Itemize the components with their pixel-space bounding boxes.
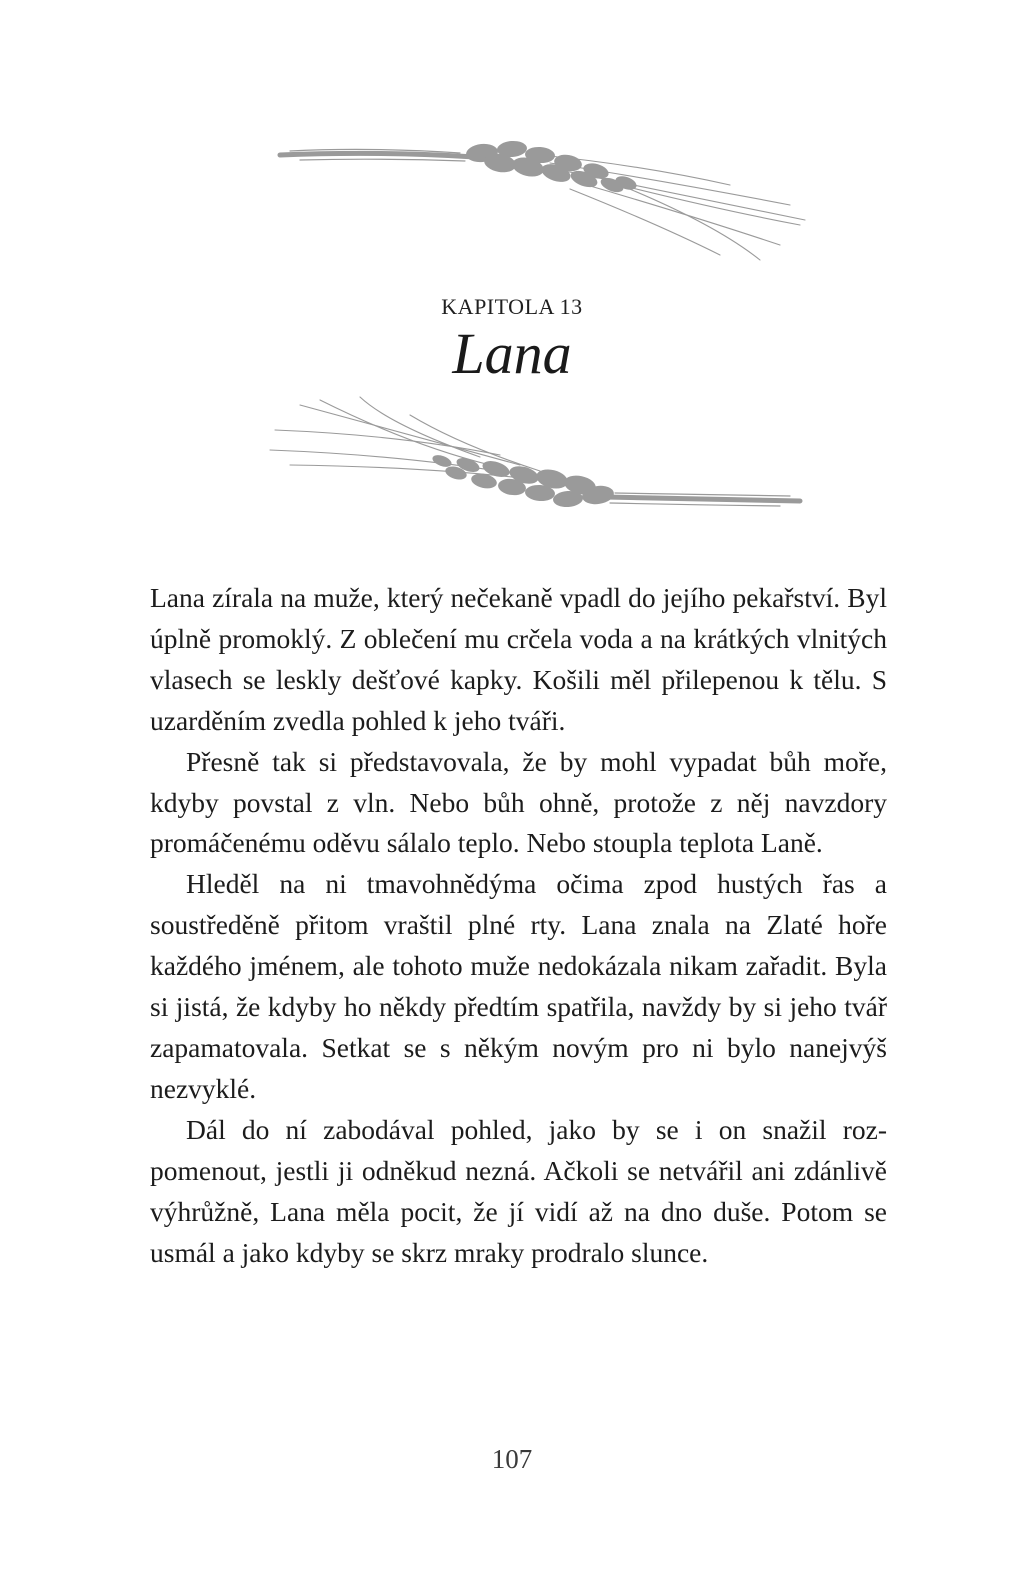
page-number: 107: [491, 1444, 533, 1474]
paragraph-1: Lana zírala na muže, který nečekaně vpadl do jejího pekařství. Byl úplně promoklý. Z oblečení mu crčela voda a na krátkých vlnitých vlasech se leskly dešťové kapky. Košili měl přilepenou k tělu. S uzarděním zvedla pohled k jeho tváři.: [150, 582, 887, 736]
paragraph-2: Přesně tak si představovala, že by mohl vypadat bůh moře, kdyby povstal z vln. Nebo bůh ohně, protože z něj navzdory promáčenému oděvu sálalo teplo. Nebo stoupla teplota Laně.: [150, 745, 887, 859]
wheat-ear-icon: [260, 395, 820, 535]
paragraph-4: Dál do ní zabodával pohled, jako by se i on snažil rozpomenout, jestli ji odněkud nezná. Ačkoli se netvářil ani zdánlivě výhrůžně, Lana měla pocit, že jí vidí až na dno duše. Potom se usmál a jako kdyby se skrz mraky prodralo slunce.: [150, 1113, 887, 1268]
chapter-body: [150, 578, 887, 1273]
wheat-ornament-top: [260, 125, 820, 265]
paragraph-3: Hleděl na ni tmavohnědýma očima zpod hustých řas a soustředěně přitom vraštil plné rty. Lana znala na Zlaté hoře každého jménem, ale tohoto muže nedokázala nikam zařadit. Byla si jistá, že kdyby ho někdy předtím spatřila, navždy by si jeho tvář zapamatovala. Setkat se s někým novým pro ni bylo nanejvýš nezvyklé.: [150, 868, 887, 1104]
chapter-label: KAPITOLA 13: [441, 294, 583, 319]
wheat-ornament-bottom: [260, 395, 820, 535]
chapter-title: Lana: [452, 321, 572, 386]
wheat-ear-icon: [260, 125, 820, 265]
